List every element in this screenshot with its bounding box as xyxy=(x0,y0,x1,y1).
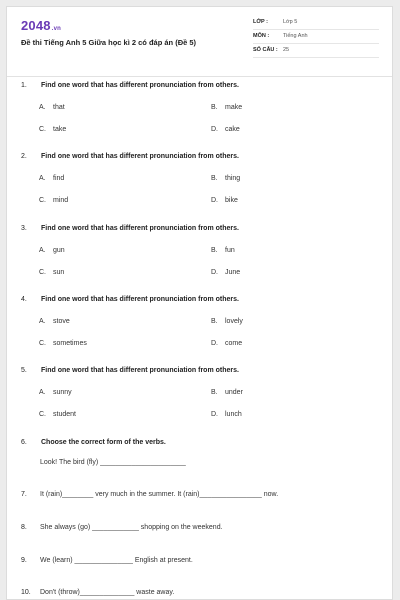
option-b[interactable] xyxy=(211,104,242,111)
question-number: 7. xyxy=(21,491,27,498)
fill-in-line[interactable]: Look! The bird (fly) ______________________ xyxy=(40,459,186,466)
option-text: mind xyxy=(53,197,69,204)
question-text: Find one word that has different pronunciation from others. xyxy=(41,82,239,89)
option-a[interactable] xyxy=(39,318,70,325)
question-number: 1. xyxy=(21,82,27,89)
option-c[interactable] xyxy=(39,340,87,347)
option-b[interactable] xyxy=(211,247,235,254)
option-text: fun xyxy=(225,247,235,254)
document-page xyxy=(6,6,393,600)
option-text: come xyxy=(225,340,243,347)
option-letter: B. xyxy=(211,389,218,396)
logo-suffix: .vn xyxy=(51,26,62,32)
option-c[interactable] xyxy=(39,126,66,133)
option-b[interactable] xyxy=(211,175,240,182)
meta-value: 25 xyxy=(283,47,290,53)
option-letter: C. xyxy=(39,340,46,347)
option-letter: A. xyxy=(39,318,46,325)
meta-value: Tiếng Anh xyxy=(283,33,308,39)
question-number: 9. xyxy=(21,557,27,564)
header-divider xyxy=(7,76,392,77)
question-text: Find one word that has different pronunciation from others. xyxy=(41,153,239,160)
option-letter: C. xyxy=(39,197,46,204)
option-letter: D. xyxy=(211,340,218,347)
option-text: make xyxy=(225,104,243,111)
fill-in-line[interactable]: She always (go) ____________ shopping on the weekend. xyxy=(40,524,223,531)
option-letter: D. xyxy=(211,197,218,204)
fill-in-line[interactable]: Don't (throw)______________ waste away. xyxy=(40,589,175,596)
option-a[interactable] xyxy=(39,247,65,254)
option-text: bike xyxy=(225,197,238,204)
option-text: thing xyxy=(225,175,241,182)
question-number: 5. xyxy=(21,367,27,374)
option-letter: A. xyxy=(39,389,46,396)
option-text: June xyxy=(225,269,241,276)
meta-count-row xyxy=(253,45,379,58)
option-letter: A. xyxy=(39,104,46,111)
option-d[interactable] xyxy=(211,126,240,133)
meta-key: LỚP : xyxy=(253,19,268,25)
option-d[interactable] xyxy=(211,197,238,204)
option-text: sun xyxy=(53,269,65,276)
meta-key: SỐ CÂU : xyxy=(253,47,278,53)
logo-text: 2048 xyxy=(21,18,51,33)
option-letter: B. xyxy=(211,318,218,325)
option-text: stove xyxy=(53,318,70,325)
option-d[interactable] xyxy=(211,340,242,347)
option-letter: B. xyxy=(211,175,218,182)
option-text: cake xyxy=(225,126,240,133)
fill-in-line[interactable]: We (learn) _______________ English at present. xyxy=(40,557,193,564)
question-text: Find one word that has different pronunciation from others. xyxy=(41,296,239,303)
meta-key: MÔN : xyxy=(253,33,270,39)
option-text: student xyxy=(53,411,76,418)
page-header xyxy=(7,7,392,71)
option-a[interactable] xyxy=(39,175,64,182)
question-number: 4. xyxy=(21,296,27,303)
option-b[interactable] xyxy=(211,318,243,325)
site-logo[interactable] xyxy=(21,18,61,33)
option-letter: A. xyxy=(39,247,46,254)
fill-in-line[interactable]: It (rain)________ very much in the summer. It (rain)________________ now. xyxy=(40,491,279,498)
meta-class-row xyxy=(253,17,379,30)
option-letter: D. xyxy=(211,269,218,276)
option-c[interactable] xyxy=(39,411,76,418)
option-text: gun xyxy=(53,247,65,254)
question-number: 6. xyxy=(21,439,27,446)
option-text: lovely xyxy=(225,318,243,325)
option-letter: D. xyxy=(211,126,218,133)
option-letter: D. xyxy=(211,411,218,418)
option-text: sunny xyxy=(53,389,72,396)
option-letter: C. xyxy=(39,411,46,418)
question-text: Choose the correct form of the verbs. xyxy=(41,439,166,446)
option-letter: B. xyxy=(211,104,218,111)
option-text: take xyxy=(53,126,67,133)
option-letter: A. xyxy=(39,175,46,182)
question-text: Find one word that has different pronunciation from others. xyxy=(41,367,239,374)
option-a[interactable] xyxy=(39,104,65,111)
question-number: 2. xyxy=(21,153,27,160)
option-b[interactable] xyxy=(211,389,243,396)
option-text: under xyxy=(225,389,243,396)
question-number: 10. xyxy=(21,589,31,596)
option-c[interactable] xyxy=(39,197,68,204)
question-number: 8. xyxy=(21,524,27,531)
option-letter: B. xyxy=(211,247,218,254)
question-number: 3. xyxy=(21,225,27,232)
option-text: find xyxy=(53,175,65,182)
option-letter: C. xyxy=(39,126,46,133)
option-text: sometimes xyxy=(53,340,87,347)
option-d[interactable] xyxy=(211,269,240,276)
option-letter: C. xyxy=(39,269,46,276)
option-a[interactable] xyxy=(39,389,72,396)
meta-subject-row xyxy=(253,31,379,44)
page-title: Đề thi Tiếng Anh 5 Giữa học kì 2 có đáp án (Đề 5) xyxy=(21,38,197,47)
option-c[interactable] xyxy=(39,269,64,276)
option-text: lunch xyxy=(225,411,242,418)
meta-value: Lớp 5 xyxy=(283,19,298,25)
question-text: Find one word that has different pronunciation from others. xyxy=(41,225,239,232)
option-text: that xyxy=(53,104,65,111)
option-d[interactable] xyxy=(211,411,242,418)
